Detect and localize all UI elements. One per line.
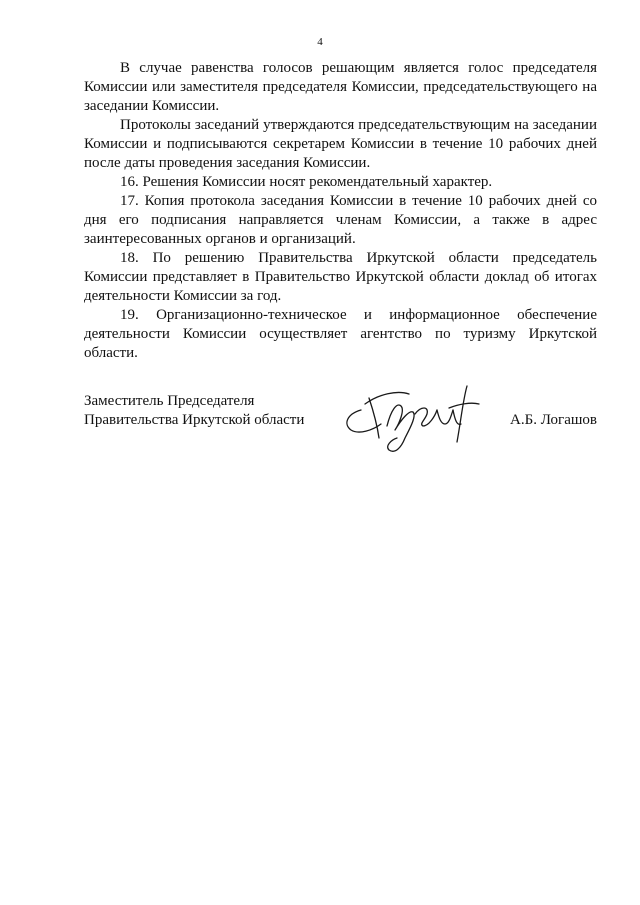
paragraph-18: 18. По решению Правительства Иркутской области председатель Комиссии представляет в Правительство Иркутской области доклад об итогах деятельности Комиссии за год. (84, 250, 597, 304)
handwritten-signature (339, 380, 484, 460)
paragraph-protocols: Протоколы заседаний утверждаются председательствующим на заседании Комиссии и подписываются секретарем Комиссии в течение 10 рабочих дней после даты проведения заседания Комиссии. (84, 117, 597, 171)
signatory-title-line-1: Заместитель Председателя (84, 393, 255, 409)
paragraph-16: 16. Решения Комиссии носят рекомендательный характер. (120, 174, 493, 190)
signatory-title (84, 392, 304, 430)
paragraph-17: 17. Копия протокола заседания Комиссии в течение 10 рабочих дней со дня его подписания направляется членам Комиссии, а также в адрес заинтересованных органов и организаций. (84, 193, 597, 247)
signatory-title-line-2: Правительства Иркутской области (84, 412, 305, 428)
page-number: 4 (317, 36, 323, 48)
paragraph-19: 19. Организационно-техническое и информационное обеспечение деятельности Комиссии осуществляет агентство по туризму Иркутской области. (84, 307, 597, 361)
paragraph-voting-tie: В случае равенства голосов решающим является голос председателя Комиссии или заместителя председателя Комиссии, председательствующего на заседании Комиссии. (84, 60, 597, 114)
signatory-name: А.Б. Логашов (510, 412, 597, 428)
document-body (84, 59, 597, 363)
signature-block (84, 392, 597, 462)
